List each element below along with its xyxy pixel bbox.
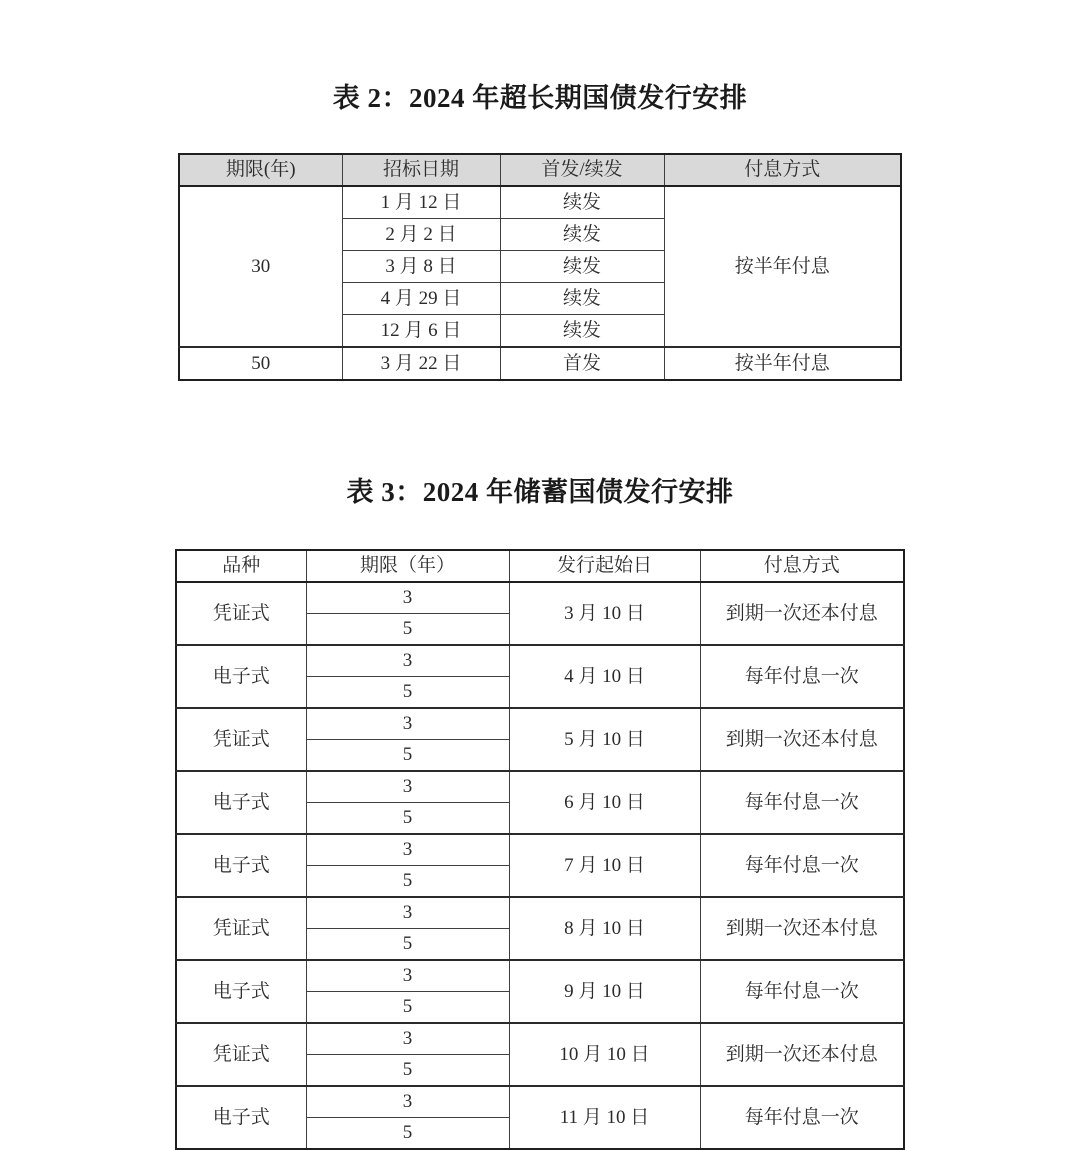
cell-term: 5 [306, 866, 509, 898]
table-row [176, 771, 904, 803]
cell-term: 3 [306, 1023, 509, 1055]
cell-issue-type: 续发 [500, 219, 664, 251]
cell-payment: 每年付息一次 [700, 1086, 904, 1149]
cell-payment: 每年付息一次 [700, 834, 904, 897]
cell-start-date: 10 月 10 日 [509, 1023, 700, 1086]
cell-variety: 凭证式 [176, 1023, 306, 1086]
cell-term: 5 [306, 614, 509, 646]
cell-variety: 电子式 [176, 771, 306, 834]
cell-variety: 电子式 [176, 1086, 306, 1149]
cell-term: 5 [306, 929, 509, 961]
cell-variety: 电子式 [176, 960, 306, 1023]
cell-term: 3 [306, 897, 509, 929]
cell-issue-type: 续发 [500, 251, 664, 283]
cell-payment: 到期一次还本付息 [700, 708, 904, 771]
cell-term: 5 [306, 803, 509, 835]
cell-start-date: 11 月 10 日 [509, 1086, 700, 1149]
cell-payment: 按半年付息 [664, 186, 901, 347]
cell-start-date: 8 月 10 日 [509, 897, 700, 960]
cell-start-date: 5 月 10 日 [509, 708, 700, 771]
cell-payment: 到期一次还本付息 [700, 582, 904, 645]
cell-term: 3 [306, 960, 509, 992]
cell-tender-date: 3 月 22 日 [342, 347, 500, 380]
table-row [179, 186, 901, 219]
cell-variety: 凭证式 [176, 708, 306, 771]
cell-term: 5 [306, 992, 509, 1024]
table-row [176, 834, 904, 866]
table2-header-row [179, 154, 901, 186]
cell-start-date: 6 月 10 日 [509, 771, 700, 834]
cell-start-date: 4 月 10 日 [509, 645, 700, 708]
cell-term: 3 [306, 771, 509, 803]
table-row [176, 645, 904, 677]
cell-issue-type: 续发 [500, 315, 664, 348]
table3-header-term: 期限（年） [306, 550, 509, 582]
cell-payment: 到期一次还本付息 [700, 897, 904, 960]
cell-start-date: 7 月 10 日 [509, 834, 700, 897]
table-row [179, 347, 901, 380]
cell-variety: 凭证式 [176, 897, 306, 960]
cell-tender-date: 2 月 2 日 [342, 219, 500, 251]
table-row [176, 582, 904, 614]
cell-term: 3 [306, 708, 509, 740]
cell-payment: 按半年付息 [664, 347, 901, 380]
cell-payment: 每年付息一次 [700, 771, 904, 834]
table2-header-tender-date: 招标日期 [342, 154, 500, 186]
table3-title: 表 3：2024 年储蓄国债发行安排 [346, 477, 734, 507]
cell-term: 5 [306, 740, 509, 772]
table-row [176, 1086, 904, 1118]
cell-start-date: 3 月 10 日 [509, 582, 700, 645]
table3-header-variety: 品种 [176, 550, 306, 582]
cell-term: 30 [179, 186, 342, 347]
table3-header-row [176, 550, 904, 582]
table2-header-issue-type: 首发/续发 [500, 154, 664, 186]
cell-tender-date: 4 月 29 日 [342, 283, 500, 315]
table2-header-payment: 付息方式 [664, 154, 901, 186]
cell-term: 3 [306, 645, 509, 677]
cell-tender-date: 12 月 6 日 [342, 315, 500, 348]
table-row [176, 1023, 904, 1055]
cell-term: 5 [306, 677, 509, 709]
cell-tender-date: 3 月 8 日 [342, 251, 500, 283]
cell-term: 3 [306, 1086, 509, 1118]
cell-issue-type: 首发 [500, 347, 664, 380]
cell-payment: 每年付息一次 [700, 645, 904, 708]
cell-issue-type: 续发 [500, 186, 664, 219]
cell-term: 3 [306, 834, 509, 866]
table-row [176, 708, 904, 740]
cell-term: 5 [306, 1055, 509, 1087]
table2-header-term: 期限(年) [179, 154, 342, 186]
cell-start-date: 9 月 10 日 [509, 960, 700, 1023]
table2-title: 表 2：2024 年超长期国债发行安排 [332, 83, 748, 113]
cell-payment: 到期一次还本付息 [700, 1023, 904, 1086]
cell-term: 50 [179, 347, 342, 380]
table3-header-payment: 付息方式 [700, 550, 904, 582]
cell-variety: 凭证式 [176, 582, 306, 645]
cell-variety: 电子式 [176, 834, 306, 897]
table-row [176, 960, 904, 992]
cell-payment: 每年付息一次 [700, 960, 904, 1023]
cell-term: 5 [306, 1118, 509, 1150]
savings-bond-table [175, 549, 905, 1150]
cell-variety: 电子式 [176, 645, 306, 708]
cell-term: 3 [306, 582, 509, 614]
cell-issue-type: 续发 [500, 283, 664, 315]
table-row [176, 897, 904, 929]
cell-tender-date: 1 月 12 日 [342, 186, 500, 219]
table3-header-start-date: 发行起始日 [509, 550, 700, 582]
ultra-long-term-bond-table [178, 153, 902, 381]
